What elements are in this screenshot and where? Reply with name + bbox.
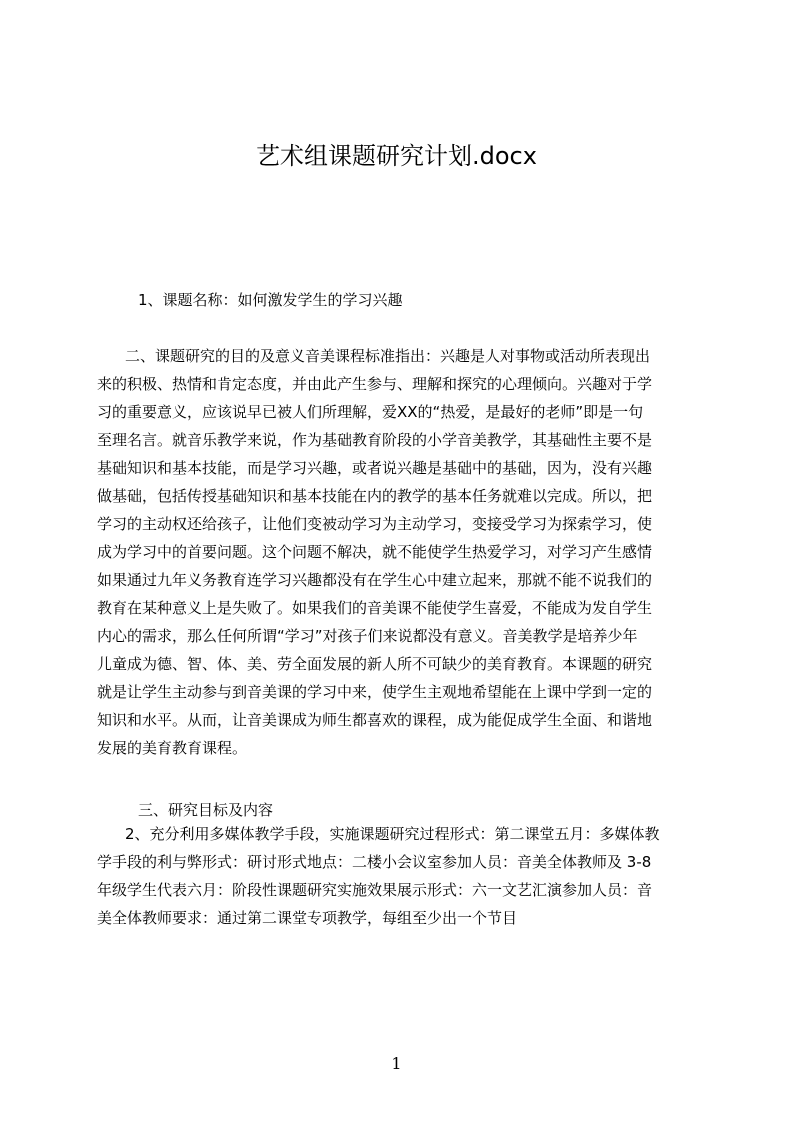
purpose-line: 成为学习中的首要问题。这个问题不解决，就不能使学生热爱学习，对学习产生感情 [97, 543, 653, 561]
page-number: 1 [391, 1054, 402, 1073]
purpose-line: 就是让学生主动参与到音美课的学习中来，使学生主观地希望能在上课中学到一定的 [97, 683, 653, 701]
purpose-line: 习的重要意义，应该说早已被人们所理解，爱XX的“热爱，是最好的老师”即是一句 [97, 403, 644, 421]
implementation-line: 学手段的利与弊形式：研讨形式地点：二楼小会议室参加人员：音美全体教师及 3-8 [97, 853, 652, 871]
implementation-line: 美全体教师要求：通过第二课堂专项教学，每组至少出一个节目 [97, 909, 518, 927]
document-title: 艺术组课题研究计划.docx [256, 142, 537, 170]
purpose-line: 教育在某种意义上是失败了。如果我们的音美课不能使学生喜爱，不能成为发自学生 [97, 599, 653, 617]
purpose-line: 知识和水平。从而，让音美课成为师生都喜欢的课程，成为能促成学生全面、和谐地 [97, 711, 653, 729]
purpose-line: 学习的主动权还给孩子，让他们变被动学习为主动学习，变接受学习为探索学习，使 [97, 515, 653, 533]
topic-heading-text: 1、课题名称：如何激发学生的学习兴趣 [138, 291, 403, 309]
implementation-line: 2、充分利用多媒体教学手段，实施课题研究过程形式：第二课堂五月：多媒体教 [125, 825, 660, 843]
implementation-line: 年级学生代表六月：阶段性课题研究实施效果展示形式：六一文艺汇演参加人员：音 [97, 881, 653, 899]
implementation-section [97, 820, 697, 932]
topic-heading [97, 286, 697, 314]
purpose-line: 内心的需求，那么任何所谓“学习”对孩子们来说都没有意义。音美教学是培养少年 [97, 627, 638, 645]
purpose-line: 如果通过九年义务教育连学习兴趣都没有在学生心中建立起来，那就不能不说我们的 [97, 571, 653, 589]
purpose-line: 发展的美育教育课程。 [97, 739, 248, 757]
purpose-line: 儿童成为德、智、体、美、劳全面发展的新人所不可缺少的美育教育。本课题的研究 [97, 655, 653, 673]
purpose-line: 二、课题研究的目的及意义音美课程标准指出：兴趣是人对事物或活动所表现出 [125, 347, 651, 365]
purpose-section [97, 342, 697, 762]
goals-heading-text: 三、研究目标及内容 [138, 801, 274, 819]
purpose-line: 至理名言。就音乐教学来说，作为基础教育阶段的小学音美教学，其基础性主要不是 [97, 431, 653, 449]
purpose-line: 来的积极、热情和肯定态度，并由此产生参与、理解和探究的心理倾向。兴趣对于学 [97, 375, 653, 393]
purpose-line: 做基础，包括传授基础知识和基本技能在内的教学的基本任务就难以完成。所以，把 [97, 487, 653, 505]
purpose-line: 基础知识和基本技能，而是学习兴趣，或者说兴趣是基础中的基础，因为，没有兴趣 [97, 459, 653, 477]
